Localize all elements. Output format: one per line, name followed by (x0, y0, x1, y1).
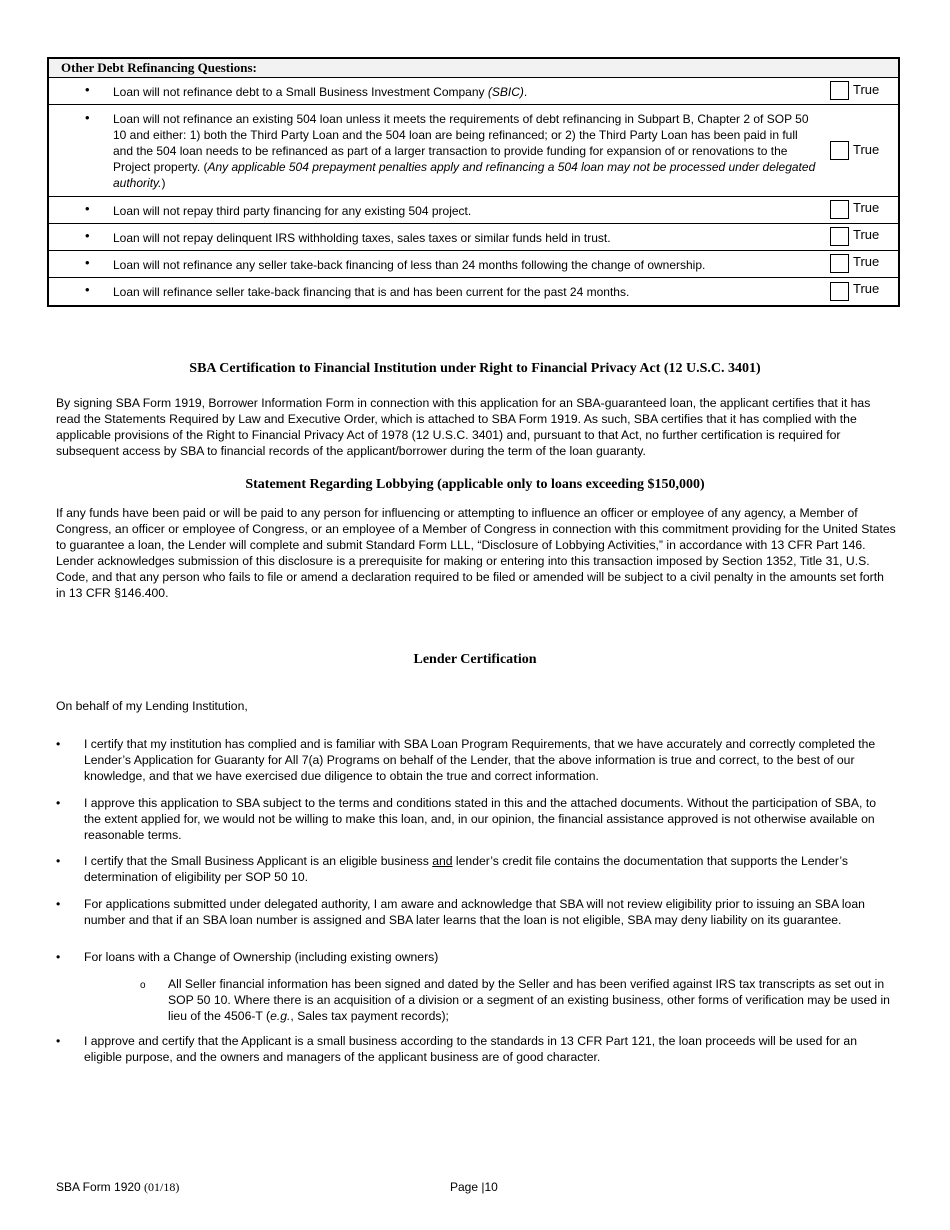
sub-list-item-text: All Seller financial information has been signed and dated by the Seller and has been verified against IRS tax transcripts as set out in SOP 50 10. Where there is an acquisition of a division or a segment of an existing business, other forms of verification may be used in lieu of the 4506-T (e.g., Sales tax payment records); (168, 977, 890, 1023)
question-text: Loan will not repay third party financing for any existing 504 project. (113, 204, 472, 218)
question-text: Loan will not repay delinquent IRS withholding taxes, sales taxes or similar funds held in trust. (113, 231, 611, 245)
list-item-text: I certify that the Small Business Applicant is an eligible business and lender’s credit file contains the documentation that supports the Lender’s determination of eligibility per SOP 50 10. (84, 854, 848, 884)
true-label: True (853, 200, 880, 215)
lender-heading: Lender Certification (413, 652, 537, 667)
question-row (49, 251, 898, 278)
true-label: True (853, 227, 880, 242)
bullet: • (85, 282, 90, 297)
bullet: • (56, 897, 61, 911)
bullet: • (56, 796, 61, 810)
question-text: Loan will not refinance debt to a Small Business Investment Company (SBIC). (113, 85, 528, 99)
bullet: • (56, 950, 61, 964)
privacy-heading: SBA Certification to Financial Institution under Right to Financial Privacy Act (12 U.S.C. 3401) (189, 361, 761, 376)
bullet: • (85, 228, 90, 243)
refinancing-questions-table (47, 57, 900, 307)
true-label: True (853, 142, 880, 157)
true-label: True (853, 281, 880, 296)
question-row (49, 224, 898, 251)
true-checkbox[interactable] (830, 81, 849, 100)
question-row (49, 278, 898, 305)
footer-page-number: Page |10 (450, 1180, 498, 1194)
list-item-text: For applications submitted under delegated authority, I am aware and acknowledge that SBA will not review eligibility prior to issuing an SBA loan number and that if an SBA loan number is assigned and SBA later learns that the loan is not eligible, SBA may deny liability on its guarantee. (84, 897, 865, 927)
question-row (49, 197, 898, 224)
true-checkbox[interactable] (830, 227, 849, 246)
list-item-text: I approve and certify that the Applicant is a small business according to the standards in 13 CFR Part 121, the loan proceeds will be used for an eligible purpose, and the owners and managers of the applicant business are of good character. (84, 1034, 857, 1064)
lender-intro: On behalf of my Lending Institution, (56, 699, 248, 713)
question-row (49, 78, 898, 105)
true-label: True (853, 82, 880, 97)
question-text: Loan will not refinance any seller take-back financing of less than 24 months following the change of ownership. (113, 258, 706, 272)
table-header: Other Debt Refinancing Questions: (49, 59, 898, 78)
list-item-text: I certify that my institution has complied and is familiar with SBA Loan Program Requirements, that we have accurately and correctly completed the Lender’s Application for Guaranty for All 7(a) Programs on behalf of the Lender, that the above information is true and correct, to the best of our knowledge, and that we have exercised due diligence to obtain the true and correct information. (84, 737, 876, 783)
question-row (49, 105, 898, 197)
bullet: • (56, 1034, 61, 1048)
true-checkbox[interactable] (830, 141, 849, 160)
bullet: • (56, 737, 61, 751)
true-checkbox[interactable] (830, 200, 849, 219)
list-item-text: I approve this application to SBA subject to the terms and conditions stated in this and the attached documents. Without the participation of SBA, to the extent applied for, we would not be willing to make this loan, and, in our opinion, the financial assistance approved is not otherwise available on reasonable terms. (84, 796, 876, 842)
true-checkbox[interactable] (830, 282, 849, 301)
question-text: Loan will refinance seller take-back financing that is and has been current for the past 24 months. (113, 285, 630, 299)
bullet: • (85, 110, 90, 125)
bullet: • (56, 854, 61, 868)
lobbying-paragraph: If any funds have been paid or will be paid to any person for influencing or attempting to influence an officer or employee of any agency, a Member of Congress, an officer or employee of Congress, or an employee of a Member of Congress in connection with this commitment providing for the United States to guarantee a loan, the Lender will complete and submit Standard Form LLL, “Disclosure of Lobbying Activities,” in accordance with 13 CFR Part 146. Lender acknowledges submission of this disclosure is a prerequisite for making or entering into this transaction imposed by Section 1352, Title 31, U.S. Code, and that any person who fails to file or amend a declaration required to be filed or amended will be subject to a civil penalty in the amounts set forth in 13 CFR §146.400. (56, 506, 896, 600)
true-checkbox[interactable] (830, 254, 849, 273)
footer-form-label: SBA Form 1920 (01/18) (56, 1180, 180, 1194)
true-label: True (853, 254, 880, 269)
privacy-paragraph: By signing SBA Form 1919, Borrower Information Form in connection with this application for an SBA-guaranteed loan, the applicant certifies that it has read the Statements Required by Law and Executive Order, which is attached to SBA Form 1919. As such, SBA certifies that it has complied with the applicable provisions of the Right to Financial Privacy Act of 1978 (12 U.S.C. 3401) and, pursuant to that Act, no further certification is required for subsequent access by SBA to financial records of the applicant/borrower during the term of the loan guaranty. (56, 396, 871, 458)
lobbying-heading: Statement Regarding Lobbying (applicable only to loans exceeding $150,000) (245, 477, 705, 492)
lender-certification-list (56, 736, 896, 1076)
list-item-text: For loans with a Change of Ownership (including existing owners) (84, 950, 439, 964)
sub-bullet: o (140, 980, 146, 991)
bullet: • (85, 82, 90, 97)
question-text: Loan will not refinance an existing 504 loan unless it meets the requirements of debt refinancing in Subpart B, Chapter 2 of SOP 50 10 and either: 1) both the Third Party Loan and the 504 loan are being refinanced; or 2) the Third Party Loan has been paid in full and the 504 loan needs to be refinanced as part of a larger transaction to provide funding for expansion of or renovations to the Project property. (Any applicable 504 prepayment penalties apply and refinancing a 504 loan may not be processed under delegated authority.) (113, 112, 816, 190)
bullet: • (85, 201, 90, 216)
bullet: • (85, 255, 90, 270)
